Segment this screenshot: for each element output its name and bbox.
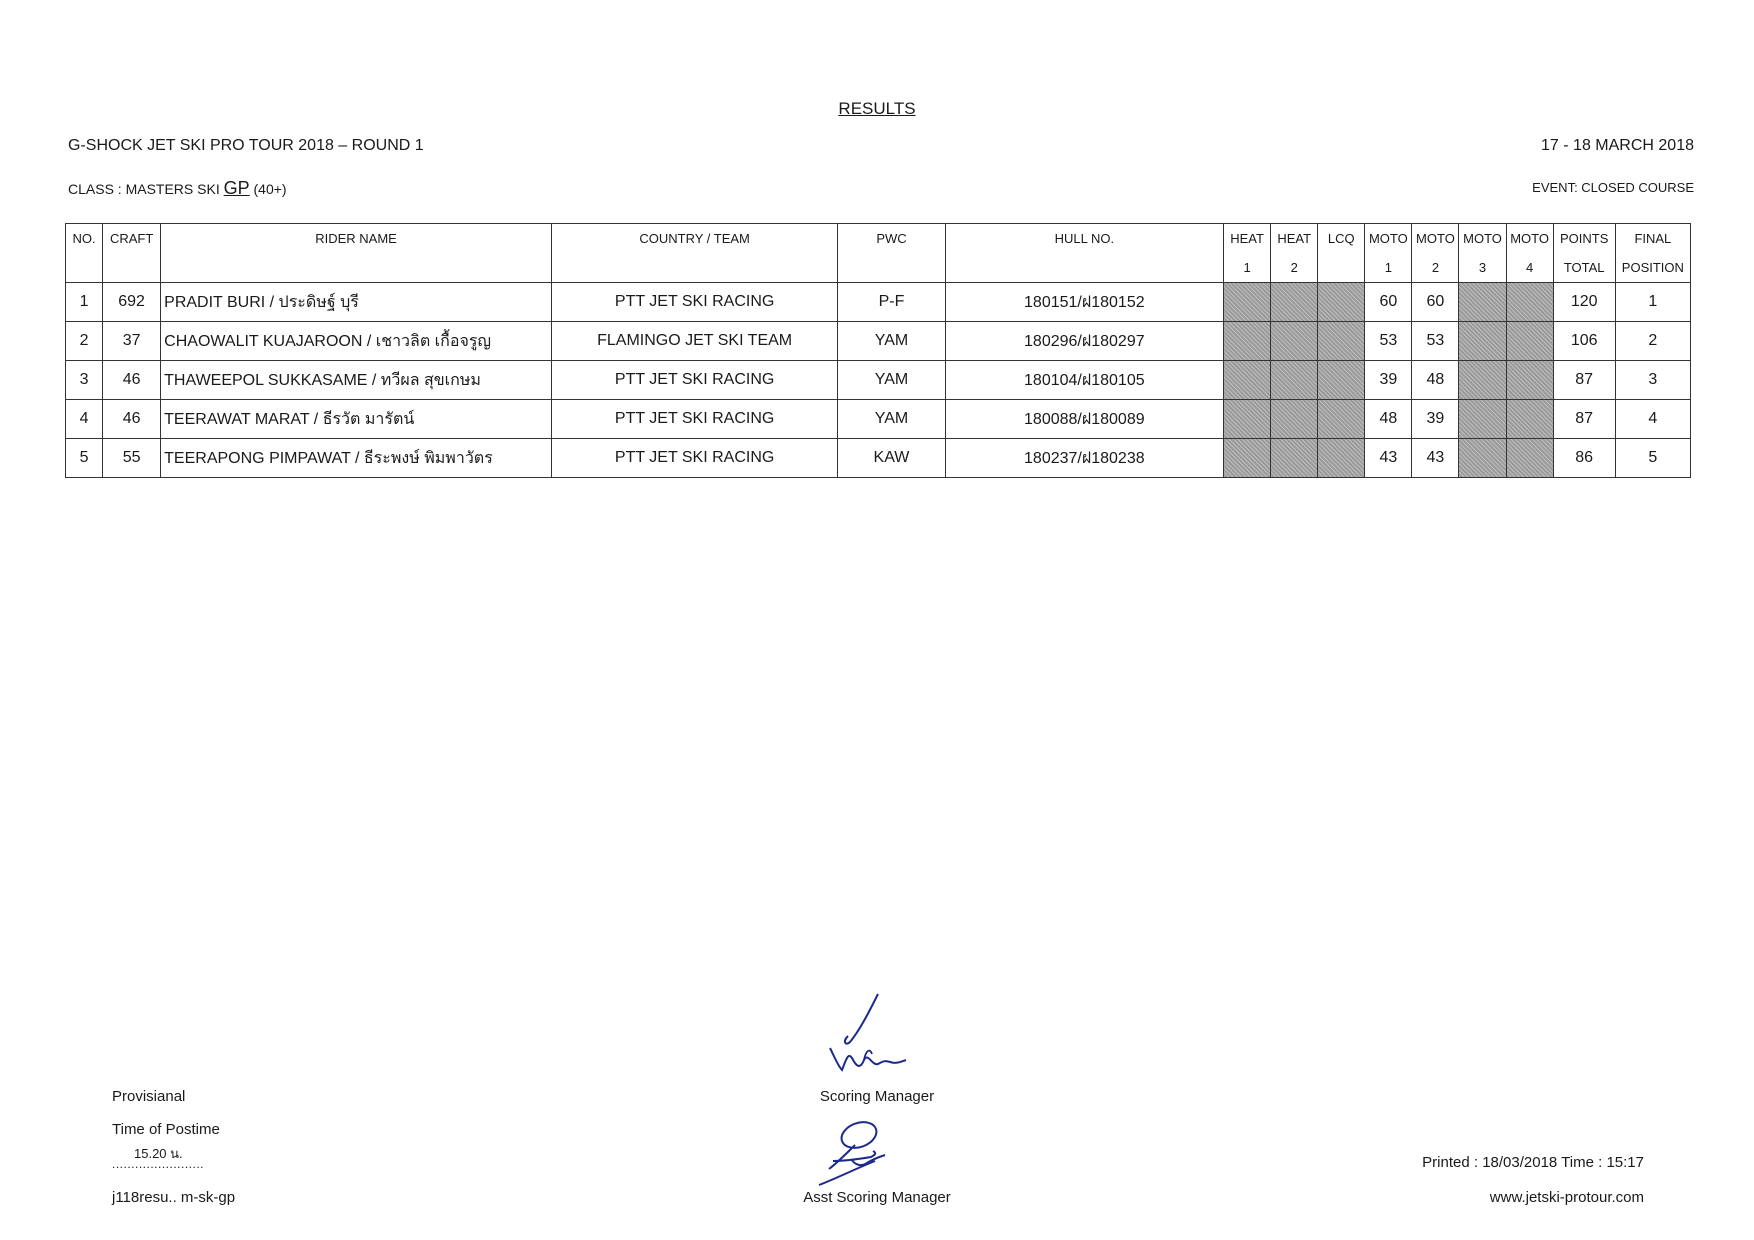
cell-heat1-shaded xyxy=(1224,439,1271,478)
cell-moto1: 39 xyxy=(1365,361,1412,400)
cell-rider-name: CHAOWALIT KUAJAROON / เชาวลิต เกื้อจรูญ xyxy=(161,322,552,361)
cell-moto4-shaded xyxy=(1506,439,1553,478)
col-header-pwc: PWC xyxy=(838,224,945,254)
cell-rider-name: TEERAPONG PIMPAWAT / ธีระพงษ์ พิมพาวัตร xyxy=(161,439,552,478)
col-header-lcq: LCQ xyxy=(1318,224,1365,254)
printed-timestamp: Printed : 18/03/2018 Time : 15:17 xyxy=(1422,1154,1644,1171)
cell-heat2-shaded xyxy=(1271,439,1318,478)
class-line xyxy=(68,178,287,199)
event-title: G-SHOCK JET SKI PRO TOUR 2018 – ROUND 1 xyxy=(68,137,424,154)
cell-hull: 180088/ฝ180089 xyxy=(945,400,1224,439)
col-header-heat1-num: 1 xyxy=(1224,253,1271,283)
header-row-bottom xyxy=(66,253,1691,283)
col-header-team-cont xyxy=(551,253,838,283)
cell-heat1-shaded xyxy=(1224,283,1271,322)
cell-moto4-shaded xyxy=(1506,400,1553,439)
cell-lcq-shaded xyxy=(1318,283,1365,322)
results-table xyxy=(65,223,1691,478)
table-row xyxy=(66,283,1691,322)
col-header-moto3-num: 3 xyxy=(1459,253,1506,283)
cell-pwc: KAW xyxy=(838,439,945,478)
cell-final-position: 4 xyxy=(1615,400,1690,439)
cell-no: 2 xyxy=(66,322,103,361)
cell-points-total: 87 xyxy=(1553,361,1615,400)
class-gp: GP xyxy=(223,178,250,198)
cell-pwc: P-F xyxy=(838,283,945,322)
col-header-final: FINAL xyxy=(1615,224,1690,254)
cell-heat1-shaded xyxy=(1224,361,1271,400)
table-row xyxy=(66,361,1691,400)
cell-moto2: 53 xyxy=(1412,322,1459,361)
table-row xyxy=(66,439,1691,478)
cell-no: 5 xyxy=(66,439,103,478)
col-header-lcq-cont xyxy=(1318,253,1365,283)
cell-points-total: 120 xyxy=(1553,283,1615,322)
cell-hull: 180151/ฝ180152 xyxy=(945,283,1224,322)
cell-moto3-shaded xyxy=(1459,439,1506,478)
cell-lcq-shaded xyxy=(1318,400,1365,439)
scoring-manager-label: Scoring Manager xyxy=(819,1088,935,1105)
asst-scoring-manager-signature xyxy=(815,1117,905,1189)
header-row-top xyxy=(66,224,1691,254)
cell-craft: 46 xyxy=(103,400,161,439)
cell-moto3-shaded xyxy=(1459,283,1506,322)
col-header-moto3: MOTO xyxy=(1459,224,1506,254)
cell-craft: 692 xyxy=(103,283,161,322)
cell-final-position: 3 xyxy=(1615,361,1690,400)
col-header-rider-cont xyxy=(161,253,552,283)
page-title: RESULTS xyxy=(838,99,916,118)
cell-points-total: 106 xyxy=(1553,322,1615,361)
col-header-moto1-num: 1 xyxy=(1365,253,1412,283)
col-header-points-total: TOTAL xyxy=(1553,253,1615,283)
cell-moto1: 60 xyxy=(1365,283,1412,322)
col-header-moto1: MOTO xyxy=(1365,224,1412,254)
cell-team: FLAMINGO JET SKI TEAM xyxy=(551,322,838,361)
file-code: j118resu.. m-sk-gp xyxy=(112,1189,236,1206)
asst-scoring-manager-label: Asst Scoring Manager xyxy=(803,1189,951,1206)
col-header-heat1: HEAT xyxy=(1224,224,1271,254)
col-header-points: POINTS xyxy=(1553,224,1615,254)
cell-lcq-shaded xyxy=(1318,322,1365,361)
cell-points-total: 86 xyxy=(1553,439,1615,478)
cell-moto2: 48 xyxy=(1412,361,1459,400)
cell-moto3-shaded xyxy=(1459,361,1506,400)
cell-lcq-shaded xyxy=(1318,361,1365,400)
cell-lcq-shaded xyxy=(1318,439,1365,478)
cell-rider-name: PRADIT BURI / ประดิษฐ์ บุรี xyxy=(161,283,552,322)
provisional-label: Provisianal xyxy=(112,1088,186,1105)
col-header-hull-cont xyxy=(945,253,1224,283)
postime-value: 15.20 น. xyxy=(134,1146,183,1161)
class-suffix: (40+) xyxy=(249,181,287,197)
col-header-craft-cont xyxy=(103,253,161,283)
cell-moto3-shaded xyxy=(1459,400,1506,439)
cell-team: PTT JET SKI RACING xyxy=(551,361,838,400)
event-date: 17 - 18 MARCH 2018 xyxy=(1541,137,1694,154)
cell-no: 1 xyxy=(66,283,103,322)
col-header-rider: RIDER NAME xyxy=(161,224,552,254)
cell-hull: 180296/ฝ180297 xyxy=(945,322,1224,361)
table-row xyxy=(66,400,1691,439)
col-header-no: NO. xyxy=(66,224,103,254)
cell-heat1-shaded xyxy=(1224,322,1271,361)
cell-moto3-shaded xyxy=(1459,322,1506,361)
col-header-no-cont xyxy=(66,253,103,283)
cell-moto2: 60 xyxy=(1412,283,1459,322)
cell-no: 3 xyxy=(66,361,103,400)
cell-moto1: 53 xyxy=(1365,322,1412,361)
cell-hull: 180237/ฝ180238 xyxy=(945,439,1224,478)
cell-hull: 180104/ฝ180105 xyxy=(945,361,1224,400)
cell-no: 4 xyxy=(66,400,103,439)
scoring-manager-signature xyxy=(820,990,930,1085)
class-prefix: CLASS : MASTERS SKI xyxy=(68,181,224,197)
col-header-moto2: MOTO xyxy=(1412,224,1459,254)
col-header-hull: HULL NO. xyxy=(945,224,1224,254)
cell-heat2-shaded xyxy=(1271,283,1318,322)
col-header-team: COUNTRY / TEAM xyxy=(551,224,838,254)
postime-label: Time of Postime xyxy=(112,1121,220,1138)
cell-craft: 55 xyxy=(103,439,161,478)
cell-rider-name: TEERAWAT MARAT / ธีรวัต มารัตน์ xyxy=(161,400,552,439)
event-type: EVENT: CLOSED COURSE xyxy=(1532,180,1694,195)
col-header-craft: CRAFT xyxy=(103,224,161,254)
col-header-heat2-num: 2 xyxy=(1271,253,1318,283)
website-text: www.jetski-protour.com xyxy=(1489,1189,1644,1206)
cell-final-position: 1 xyxy=(1615,283,1690,322)
cell-team: PTT JET SKI RACING xyxy=(551,283,838,322)
cell-heat1-shaded xyxy=(1224,400,1271,439)
cell-pwc: YAM xyxy=(838,361,945,400)
cell-points-total: 87 xyxy=(1553,400,1615,439)
cell-final-position: 5 xyxy=(1615,439,1690,478)
table-row xyxy=(66,322,1691,361)
cell-rider-name: THAWEEPOL SUKKASAME / ทวีผล สุขเกษม xyxy=(161,361,552,400)
col-header-moto2-num: 2 xyxy=(1412,253,1459,283)
cell-heat2-shaded xyxy=(1271,322,1318,361)
cell-craft: 46 xyxy=(103,361,161,400)
cell-pwc: YAM xyxy=(838,322,945,361)
cell-pwc: YAM xyxy=(838,400,945,439)
cell-craft: 37 xyxy=(103,322,161,361)
cell-final-position: 2 xyxy=(1615,322,1690,361)
cell-moto1: 43 xyxy=(1365,439,1412,478)
cell-moto4-shaded xyxy=(1506,322,1553,361)
cell-heat2-shaded xyxy=(1271,400,1318,439)
col-header-final-position: POSITION xyxy=(1615,253,1690,283)
cell-moto4-shaded xyxy=(1506,283,1553,322)
col-header-moto4-num: 4 xyxy=(1506,253,1553,283)
col-header-pwc-cont xyxy=(838,253,945,283)
cell-heat2-shaded xyxy=(1271,361,1318,400)
cell-team: PTT JET SKI RACING xyxy=(551,400,838,439)
cell-moto2: 43 xyxy=(1412,439,1459,478)
cell-moto4-shaded xyxy=(1506,361,1553,400)
col-header-moto4: MOTO xyxy=(1506,224,1553,254)
cell-moto1: 48 xyxy=(1365,400,1412,439)
cell-moto2: 39 xyxy=(1412,400,1459,439)
postime-dots: ........................ xyxy=(112,1157,205,1171)
col-header-heat2: HEAT xyxy=(1271,224,1318,254)
cell-team: PTT JET SKI RACING xyxy=(551,439,838,478)
